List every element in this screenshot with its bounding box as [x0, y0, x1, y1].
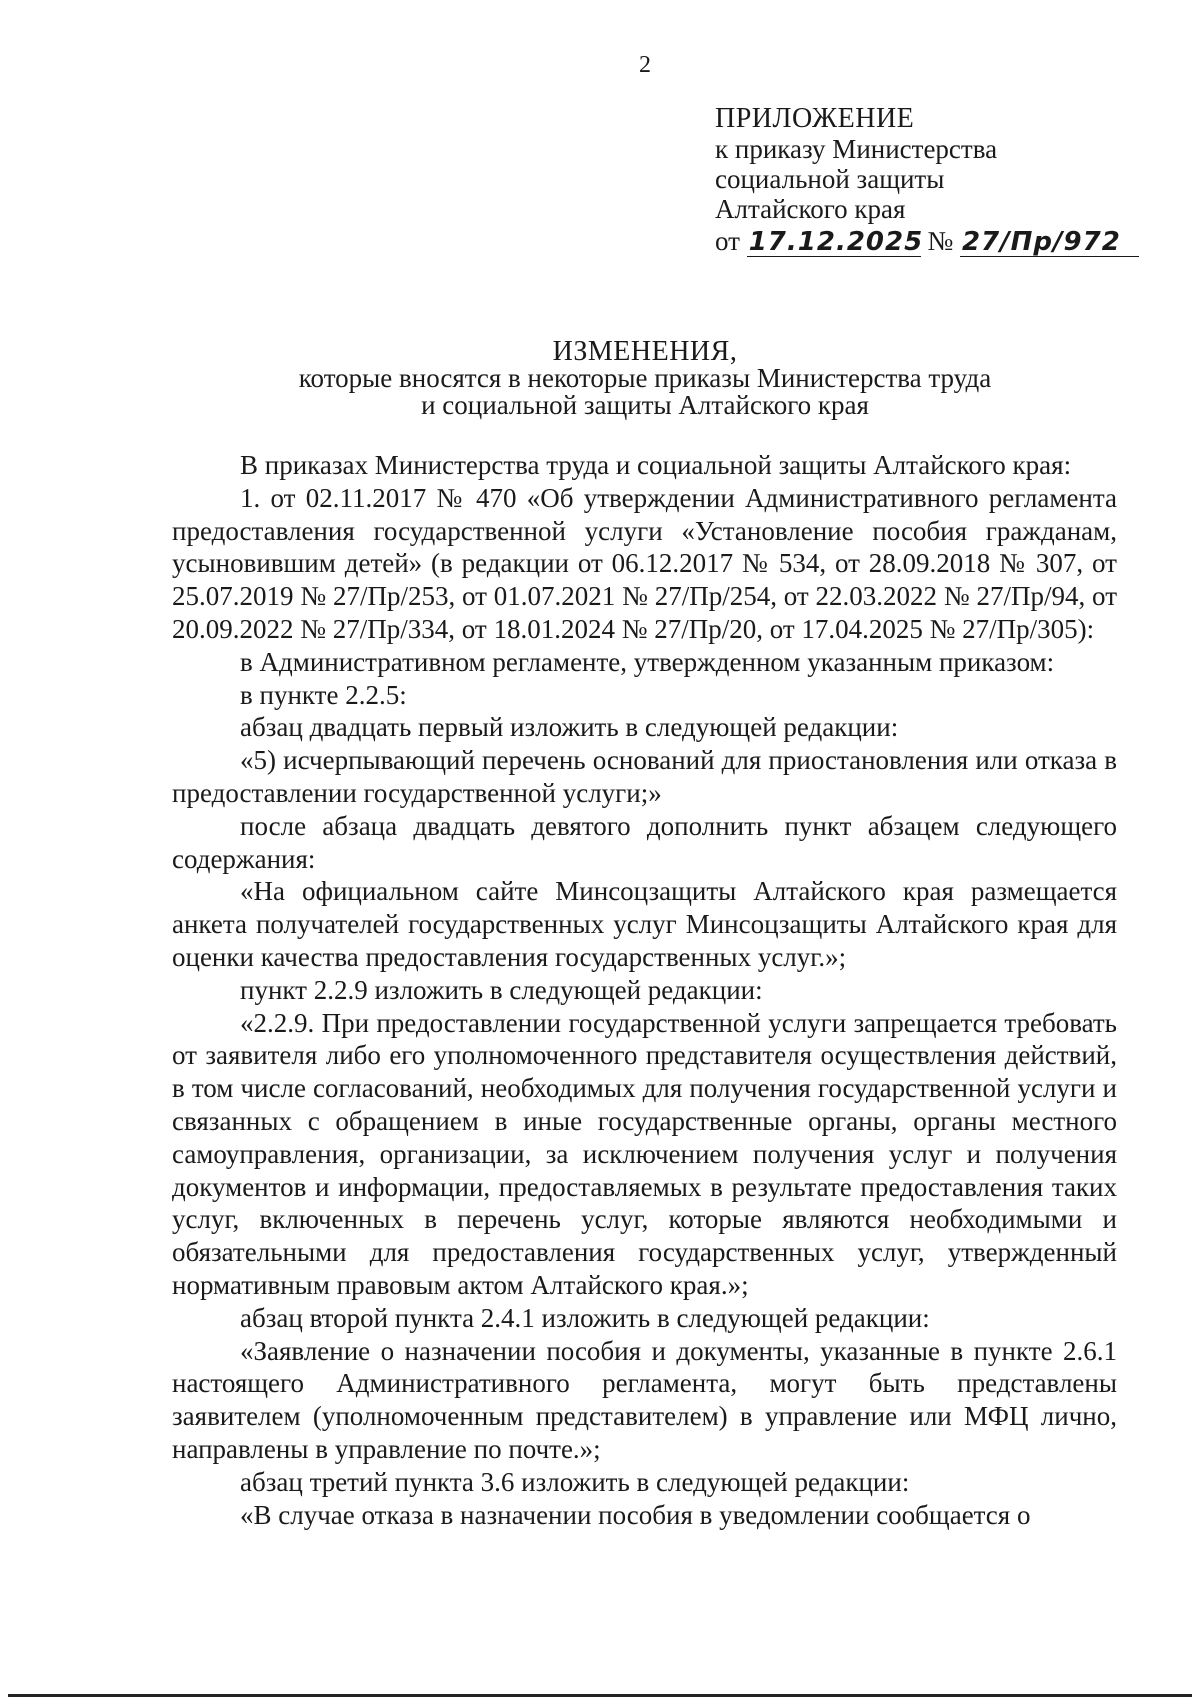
document-heading — [0, 338, 1200, 419]
paragraph: пункт 2.2.9 изложить в следующей редакции: — [240, 974, 763, 1005]
handwritten-date: 17.12.2025 — [748, 227, 924, 257]
page-number: 2 — [639, 52, 651, 78]
appendix-line: социальной защиты — [715, 164, 945, 194]
paragraph: «Заявление о назначении пособия и документы, указанные в пункте 2.6.1 настоящего Административного регламента, могут быть представлены заявителем (уполномоченным представителем) в управление или МФЦ лично, направлены в управление по почте.»; — [172, 1335, 1117, 1464]
paragraph: «2.2.9. При предоставлении государственной услуги запрещается требовать от заявителя либо его уполномоченного представителя осуществления действий, в том числе согласований, необходимых для получения государственной услуги и связанных с обращением в иные государственные органы, органы местного самоуправления, организации, за исключением получения услуг и получения документов и информации, предоставляемых в результате предоставления таких услуг, включенных в перечень услуг, которые являются необходимыми и обязательными для предоставления государственных услуг, утвержденный нормативным правовым актом Алтайского края.»; — [172, 1007, 1117, 1300]
appendix-date-number — [715, 226, 1155, 257]
heading-subtitle-line: и социальной защиты Алтайского края — [421, 390, 869, 420]
paragraph: в пункте 2.2.5: — [240, 679, 407, 710]
appendix-line: к приказу Министерства — [715, 134, 998, 164]
heading-subtitle-line: которые вносятся в некоторые приказы Министерства труда — [298, 363, 992, 393]
paragraph: «На официальном сайте Минсоцзащиты Алтайского края размещается анкета получателей государственных услуг Минсоцзащиты Алтайского края для оценки качества предоставления государственных услуг.»; — [172, 876, 1117, 972]
appendix-line: Алтайского края — [715, 194, 906, 224]
paragraph: В приказах Министерства труда и социальной защиты Алтайского края: — [240, 450, 1072, 480]
number-prefix: № — [927, 226, 954, 256]
document-body — [172, 449, 1117, 1531]
paragraph: после абзаца двадцать девятого дополнить пункт абзацем следующего содержания: — [172, 810, 1117, 874]
paragraph: «В случае отказа в назначении пособия в уведомлении сообщается о — [240, 1499, 1031, 1530]
paragraph: 1. от 02.11.2017 № 470 «Об утверждении Административного регламента предоставления государственной услуги «Установление пособия гражданам, усыновившим детей» (в редакции от 06.12.2017 № 534, от 28.09.2018 № 307, от 25.07.2019 № 27/Пр/253, от 01.07.2021 № 27/Пр/254, от 22.03.2022 № 27/Пр/94, от 20.09.2022 № 27/Пр/334, от 18.01.2024 № 27/Пр/20, от 17.04.2025 № 27/Пр/305): — [172, 482, 1117, 644]
handwritten-number: 27/Пр/972 — [960, 228, 1139, 257]
heading-title: ИЗМЕНЕНИЯ, — [552, 336, 738, 367]
date-prefix: от — [715, 226, 740, 256]
scan-bottom-edge — [8, 1694, 1192, 1697]
paragraph: абзац третий пункта 3.6 изложить в следующей редакции: — [240, 1466, 910, 1497]
paragraph: абзац двадцать первый изложить в следующей редакции: — [240, 712, 899, 743]
paragraph: в Административном регламенте, утвержденном указанным приказом: — [240, 646, 1055, 677]
paragraph: «5) исчерпывающий перечень оснований для приостановления или отказа в предоставлении государственной услуги;» — [172, 745, 1117, 808]
appendix-title: ПРИЛОЖЕНИЕ — [715, 103, 915, 134]
appendix-block — [715, 104, 1155, 257]
paragraph: абзац второй пункта 2.4.1 изложить в следующей редакции: — [240, 1302, 930, 1333]
